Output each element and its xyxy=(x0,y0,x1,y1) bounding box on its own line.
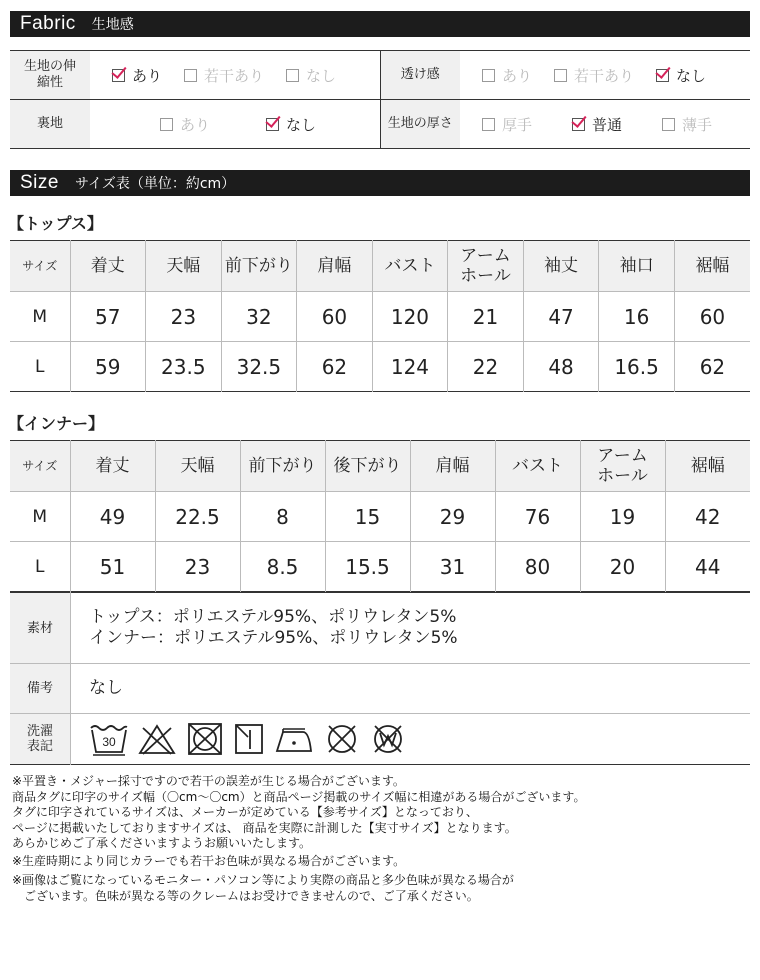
table-cell: 22.5 xyxy=(155,492,240,542)
table-cell: 120 xyxy=(372,292,448,342)
checkbox-unchecked-icon xyxy=(482,69,495,82)
option-label: あり xyxy=(502,66,533,85)
fabric-options xyxy=(90,100,380,149)
table-cell: 48 xyxy=(523,342,599,392)
column-header: 袖口 xyxy=(599,241,675,292)
material-line: トップス：ポリエステル95%、ポリウレタン5% xyxy=(89,607,457,627)
fabric-options xyxy=(90,51,380,100)
option-label: 普通 xyxy=(592,115,623,134)
note-line: ページに掲載いたしておりますサイズは、 商品を実際に計測した【実寸サイズ】となります。 xyxy=(12,820,517,835)
fabric-title-en: Fabric xyxy=(20,13,76,34)
table-cell: 8 xyxy=(240,492,325,542)
details-table xyxy=(10,592,750,765)
checkbox-option xyxy=(572,114,622,135)
checkbox-unchecked-icon xyxy=(662,118,675,131)
checkbox-unchecked-icon xyxy=(184,69,197,82)
no-bleach-icon xyxy=(137,722,177,756)
table-header-row xyxy=(10,441,750,492)
column-header: 天幅 xyxy=(155,441,240,492)
column-header: 袖丈 xyxy=(523,241,599,292)
size-column-header: サイズ xyxy=(10,441,70,492)
fabric-label: 生地の厚さ xyxy=(380,100,460,149)
note-line: あらかじめご了承くださいますようお願いいたします。 xyxy=(12,836,312,850)
column-header: バスト xyxy=(495,441,580,492)
table-cell: 20 xyxy=(580,542,665,592)
table-cell: 60 xyxy=(674,292,750,342)
checkbox-option xyxy=(266,114,316,135)
checkbox-option xyxy=(482,65,532,86)
column-header: 裾幅 xyxy=(665,441,750,492)
column-header: 裾幅 xyxy=(674,241,750,292)
option-label: 薄手 xyxy=(682,115,713,134)
size-title-jp: サイズ表（単位：約cm） xyxy=(74,176,236,192)
table-cell: 19 xyxy=(580,492,665,542)
table-row xyxy=(10,542,750,592)
table-cell: 44 xyxy=(665,542,750,592)
fabric-title-jp: 生地感 xyxy=(91,17,134,33)
remarks-value: なし xyxy=(71,664,751,714)
table-cell: 80 xyxy=(495,542,580,592)
table-cell: 124 xyxy=(372,342,448,392)
table-row xyxy=(10,342,750,392)
table-cell: 60 xyxy=(297,292,373,342)
table-cell: 22 xyxy=(448,342,524,392)
fabric-row xyxy=(10,51,750,100)
column-header: 前下がり xyxy=(240,441,325,492)
checkbox-checked-icon xyxy=(112,69,125,82)
note-line: ※生産時期により同じカラーでも若干お色味が異なる場合がございます。 xyxy=(12,853,406,868)
checkbox-option xyxy=(112,65,162,86)
remarks-label: 備考 xyxy=(10,664,71,714)
column-header: 肩幅 xyxy=(410,441,495,492)
note-line: ※平置き・メジャー採寸ですので若干の誤差が生じる場合がございます。 xyxy=(12,774,405,788)
column-header: バスト xyxy=(372,241,448,292)
washing-icons xyxy=(71,714,751,765)
washing-label: 洗濯表記 xyxy=(10,714,71,765)
size-title-en: Size xyxy=(20,172,59,193)
table-cell: 76 xyxy=(495,492,580,542)
inner-heading: 【インナー】 xyxy=(8,414,105,433)
table-cell: 29 xyxy=(410,492,495,542)
option-label: 若干あり xyxy=(574,66,635,85)
option-label: なし xyxy=(676,66,707,85)
note-line: ※画像はご覧になっているモニター・パソコン等により実際の商品と多少色味が異なる場合が xyxy=(12,873,514,887)
checkbox-checked-icon xyxy=(572,118,585,131)
option-label: なし xyxy=(306,66,337,85)
table-cell: 32 xyxy=(221,292,297,342)
column-header: 着丈 xyxy=(70,441,155,492)
table-cell: 49 xyxy=(70,492,155,542)
note-line: タグに印字されているサイズは、メーカーが定めている【参考サイズ】となっており、 xyxy=(12,805,478,819)
column-header: アームホール xyxy=(448,241,524,292)
table-cell: 32.5 xyxy=(221,342,297,392)
table-cell: 62 xyxy=(297,342,373,392)
table-row xyxy=(10,292,750,342)
table-cell: 31 xyxy=(410,542,495,592)
option-label: なし xyxy=(286,115,317,134)
no-wet-clean-icon xyxy=(369,722,407,756)
column-header: 前下がり xyxy=(221,241,297,292)
column-header: 肩幅 xyxy=(297,241,373,292)
fabric-options xyxy=(460,100,750,149)
checkbox-option xyxy=(662,114,712,135)
checkbox-checked-icon xyxy=(266,118,279,131)
table-cell: 15.5 xyxy=(325,542,410,592)
fabric-label: 透け感 xyxy=(380,51,460,100)
fabric-row xyxy=(10,100,750,149)
checkbox-option xyxy=(554,65,634,86)
checkbox-unchecked-icon xyxy=(482,118,495,131)
checkbox-checked-icon xyxy=(656,69,669,82)
column-header: 天幅 xyxy=(146,241,222,292)
svg-text:30: 30 xyxy=(102,735,116,749)
table-cell: 23.5 xyxy=(146,342,222,392)
size-label: M xyxy=(10,292,70,342)
fabric-label: 生地の伸縮性 xyxy=(10,51,90,100)
fabric-options xyxy=(460,51,750,100)
table-header-row xyxy=(10,241,750,292)
checkbox-option xyxy=(482,114,532,135)
column-header: 後下がり xyxy=(325,441,410,492)
column-header: 着丈 xyxy=(70,241,146,292)
checkbox-unchecked-icon xyxy=(160,118,173,131)
table-cell: 62 xyxy=(674,342,750,392)
column-header: アームホール xyxy=(580,441,665,492)
table-cell: 15 xyxy=(325,492,410,542)
size-column-header: サイズ xyxy=(10,241,70,292)
checkbox-unchecked-icon xyxy=(286,69,299,82)
option-label: あり xyxy=(180,115,211,134)
table-row xyxy=(10,492,750,542)
size-label: M xyxy=(10,492,70,542)
fabric-table xyxy=(10,50,750,149)
material-value xyxy=(71,593,751,664)
table-cell: 59 xyxy=(70,342,146,392)
material-label: 素材 xyxy=(10,593,71,664)
washing-row xyxy=(10,714,750,765)
no-tumble-dry-icon xyxy=(185,722,225,756)
option-label: あり xyxy=(132,66,163,85)
checkbox-option xyxy=(184,65,264,86)
table-cell: 8.5 xyxy=(240,542,325,592)
table-cell: 16 xyxy=(599,292,675,342)
material-line: インナー：ポリエステル95%、ポリウレタン5% xyxy=(89,628,458,648)
iron-low-icon xyxy=(273,722,315,756)
line-dry-shade-icon xyxy=(233,722,265,756)
size-label: L xyxy=(10,542,70,592)
checkbox-option xyxy=(286,65,336,86)
fabric-header xyxy=(10,11,750,37)
table-cell: 16.5 xyxy=(599,342,675,392)
table-cell: 42 xyxy=(665,492,750,542)
table-cell: 23 xyxy=(155,542,240,592)
size-header xyxy=(10,170,750,196)
inner-size-table xyxy=(10,440,750,592)
tops-size-table xyxy=(10,240,750,392)
table-cell: 51 xyxy=(70,542,155,592)
tops-heading: 【トップス】 xyxy=(8,214,103,233)
table-cell: 21 xyxy=(448,292,524,342)
checkbox-option xyxy=(160,114,210,135)
size-label: L xyxy=(10,342,70,392)
option-label: 厚手 xyxy=(502,115,533,134)
checkbox-unchecked-icon xyxy=(554,69,567,82)
table-cell: 47 xyxy=(523,292,599,342)
no-dry-clean-icon xyxy=(323,722,361,756)
wash-tub-30-icon xyxy=(89,722,129,756)
material-row xyxy=(10,593,750,664)
table-cell: 23 xyxy=(146,292,222,342)
remarks-row xyxy=(10,664,750,714)
option-label: 若干あり xyxy=(204,66,265,85)
note-line: 商品タグに印字のサイズ幅（〇cm〜〇cm）と商品ページ掲載のサイズ幅に相違がある場合がございます。 xyxy=(12,789,586,804)
checkbox-option xyxy=(656,65,706,86)
table-cell: 57 xyxy=(70,292,146,342)
fabric-label: 裏地 xyxy=(10,100,90,149)
notes xyxy=(12,774,585,904)
note-line: ございます。色味が異なる等のクレームはお受けできませんので、ご了承ください。 xyxy=(12,888,479,903)
